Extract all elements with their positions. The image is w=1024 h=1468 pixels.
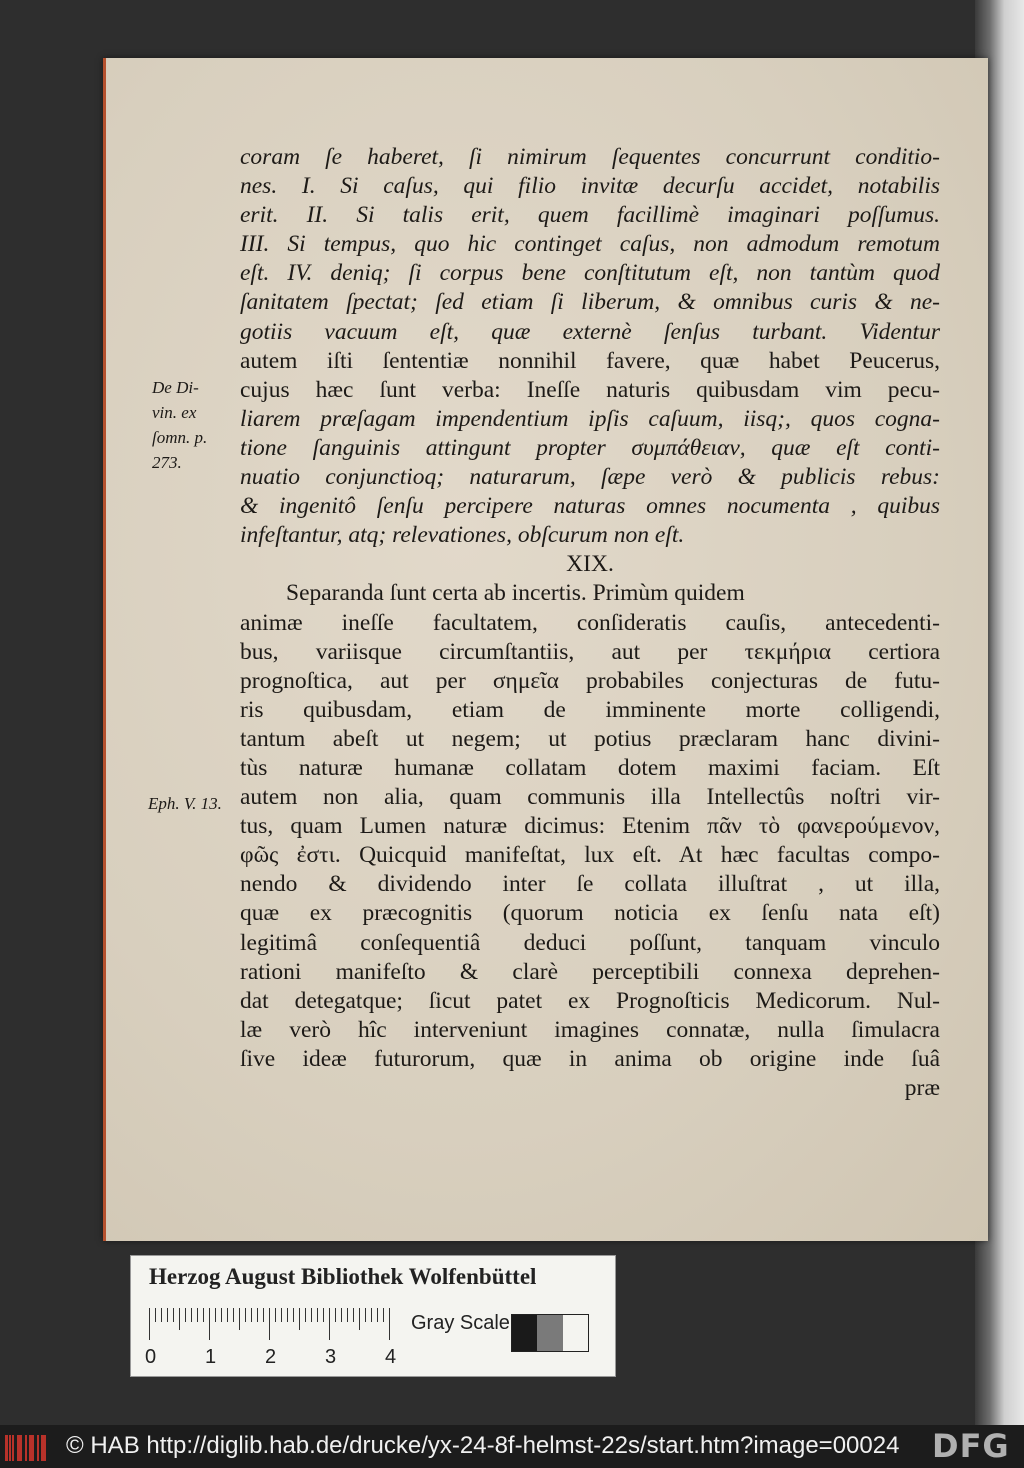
ruler-tick: [185, 1308, 186, 1322]
ruler-tick: [167, 1308, 168, 1322]
ruler-tick: [251, 1308, 252, 1322]
gray-swatch: [512, 1315, 537, 1351]
text-line: nuatio conjunctioq; naturarum, ſæpe verò & publicis rebus:: [240, 464, 940, 491]
ruler-tick: [215, 1308, 216, 1322]
text-line: XIX.: [566, 551, 614, 578]
ruler-tick: [191, 1308, 192, 1322]
ruler-tick: [281, 1308, 282, 1322]
ruler-tick: [299, 1308, 300, 1330]
text-line: legitimâ conſequentiâ deduci poſſunt, tanquam vinculo: [240, 929, 940, 956]
text-line: III. Si tempus, quo hic continget caſus, non admodum remotum: [240, 231, 940, 258]
ruler-tick: [383, 1308, 384, 1322]
ruler-tick: [353, 1308, 354, 1322]
ruler-tick: [287, 1308, 288, 1322]
ruler-tick: [245, 1308, 246, 1322]
ruler-tick: [341, 1308, 342, 1322]
ruler-tick: [221, 1308, 222, 1322]
footer-copyright-link[interactable]: © HAB http://diglib.hab.de/drucke/yx-24-8f-helmst-22s/start.htm?image=00024: [66, 1432, 900, 1459]
ruler-tick: [323, 1308, 324, 1322]
ruler-number: 4: [385, 1346, 397, 1368]
hab-logo-icon: [5, 1435, 47, 1461]
ruler-tick: [179, 1308, 180, 1330]
ruler-tick: [347, 1308, 348, 1322]
text-line: liarem præſagam impendentium ipſis caſuum, iisq;, quos cogna-: [240, 405, 940, 432]
text-line: nendo & dividendo inter ſe collata illuſtrat , ut illa,: [240, 871, 940, 898]
ruler-tick: [227, 1308, 228, 1322]
text-line: tantum abeſt ut negem; ut potius præclaram hanc divini-: [240, 725, 940, 752]
text-line: erit. II. Si talis erit, quem facillimè imaginari poſſumus.: [240, 202, 940, 229]
ruler-number: 0: [145, 1346, 157, 1368]
ruler-number: 2: [265, 1346, 277, 1368]
ruler-tick: [359, 1308, 360, 1330]
text-line: tione ſanguinis attingunt propter συμπάθειαν, quæ eſt conti-: [240, 434, 940, 461]
text-line: præ: [904, 1075, 940, 1101]
text-line: tus, quam Lumen naturæ dicimus: Etenim πᾶν τὸ φανερούμενον,: [240, 813, 940, 840]
ruler-tick: [335, 1308, 336, 1322]
ruler-tick: [293, 1308, 294, 1322]
library-color-card: [130, 1255, 616, 1377]
ruler-tick: [371, 1308, 372, 1322]
margin-note-de-divin: De Di- vin. ex ſomn. p. 273.: [152, 378, 208, 472]
ruler-tick: [233, 1308, 234, 1322]
ruler-tick: [365, 1308, 366, 1322]
text-line: tùs naturæ humanæ collatam dotem maximi faciam. Eſt: [240, 754, 940, 781]
ruler-number: 1: [205, 1346, 217, 1368]
text-line: eſt. IV. deniq; ſi corpus bene conſtitutum eſt, non tantùm quod: [240, 260, 940, 287]
text-line: læ verò hîc interveniunt imagines connatæ, nulla ſimulacra: [240, 1016, 940, 1043]
text-line: nes. I. Si caſus, qui filio invitæ decurſu accidet, notabilis: [240, 173, 940, 200]
text-line: cujus hæc ſunt verba: Ineſſe naturis quibusdam vim pecu-: [240, 376, 940, 403]
text-line: dat detegatque; ſicut patet ex Prognoſticis Medicorum. Nul-: [240, 987, 940, 1014]
text-line: autem non alia, quam communis illa Intellectûs noſtri vir-: [240, 784, 940, 811]
ruler-tick: [275, 1308, 276, 1322]
ruler-tick: [389, 1308, 390, 1340]
text-line: gotiis vacuum eſt, quæ externè ſenſus turbant. Videntur: [240, 318, 940, 345]
ruler-tick: [263, 1308, 264, 1322]
gray-scale-label: Gray Scale: [411, 1312, 510, 1334]
ruler-number: 3: [325, 1346, 337, 1368]
text-line: ſanitatem ſpectat; ſed etiam ſi liberum, & omnibus curis & ne-: [240, 289, 940, 316]
ruler-tick: [197, 1308, 198, 1322]
text-line: quæ ex præcognitis (quorum noticia ex ſenſu nata eſt): [240, 900, 940, 927]
ruler-tick: [257, 1308, 258, 1322]
library-name: Herzog August Bibliothek Wolfenbüttel: [149, 1264, 537, 1289]
footer-bar: [0, 1425, 1024, 1468]
ruler-tick: [149, 1308, 150, 1340]
ruler-tick: [329, 1308, 330, 1340]
text-line: coram ſe haberet, ſi nimirum ſequentes concurrunt conditio-: [240, 144, 940, 170]
ruler-scale: [149, 1308, 399, 1340]
text-line: Separanda ſunt certa ab incertis. Primùm quidem: [286, 580, 745, 607]
page-text-block: [240, 143, 940, 1103]
dfg-logo: DFG: [932, 1427, 1010, 1465]
text-line: autem iſti ſententiæ nonnihil favere, quæ habet Peucerus,: [240, 347, 940, 374]
gray-swatch: [563, 1315, 588, 1351]
ruler-tick: [155, 1308, 156, 1322]
text-line: ſive ideæ futurorum, quæ in anima ob origine inde ſuâ: [240, 1045, 940, 1072]
ruler-numbers: [145, 1346, 405, 1370]
text-line: infeſtantur, atq; relevationes, obſcurum non eſt.: [240, 522, 685, 549]
ruler-tick: [269, 1308, 270, 1340]
text-line: & ingenitô ſenſu percipere naturas omnes nocumenta , quibus: [240, 493, 940, 520]
margin-note-eph: Eph. V. 13.: [148, 794, 222, 813]
gray-scale-swatches: [511, 1314, 589, 1352]
text-line: bus, variisque circumſtantiis, aut per τεκμήρια certiora: [240, 638, 940, 665]
ruler-tick: [377, 1308, 378, 1322]
text-line: prognoſtica, aut per σημεῖα probabiles conjecturas de futu-: [240, 667, 940, 694]
text-line: ris quibusdam, etiam de imminente morte colligendi,: [240, 696, 940, 723]
ruler-tick: [239, 1308, 240, 1330]
ruler-tick: [203, 1308, 204, 1322]
ruler-tick: [317, 1308, 318, 1322]
ruler-tick: [173, 1308, 174, 1322]
gray-swatch: [537, 1315, 562, 1351]
text-line: φῶς ἐστι. Quicquid manifeſtat, lux eſt. At hæc facultas compo-: [240, 842, 940, 869]
ruler-tick: [209, 1308, 210, 1340]
ruler-tick: [161, 1308, 162, 1322]
ruler-tick: [305, 1308, 306, 1322]
text-line: animæ ineſſe facultatem, conſideratis cauſis, antecedenti-: [240, 609, 940, 636]
text-line: rationi manifeſto & clarè perceptibili connexa deprehen-: [240, 958, 940, 985]
ruler-tick: [311, 1308, 312, 1322]
book-page: [103, 58, 988, 1241]
